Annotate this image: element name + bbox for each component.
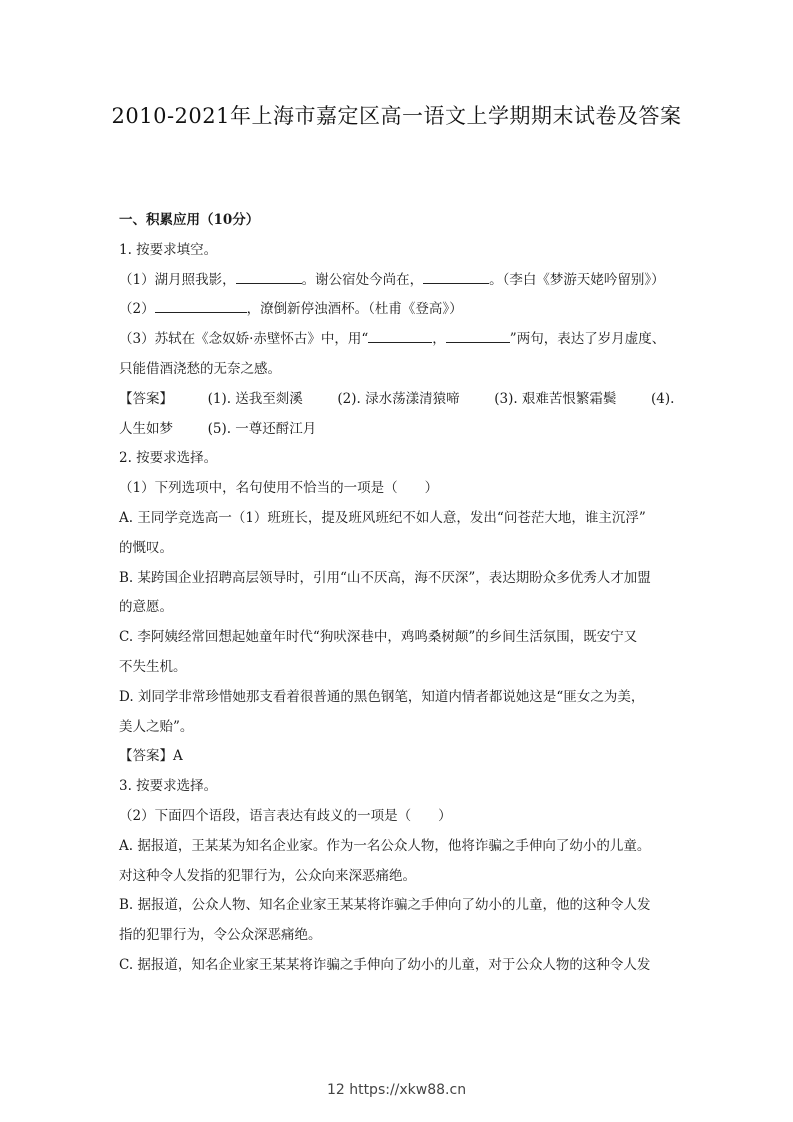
text-segment: 。谢公宿处今尚在， [301, 271, 424, 288]
answer-item: (5). 一尊还酹江月 [207, 420, 317, 437]
document-body [119, 206, 684, 981]
question-1-answer [119, 385, 684, 415]
option-b-continued: 的意愿。 [119, 599, 173, 616]
question-1-sub-3 [119, 325, 684, 355]
page-footer: 12 https://xkw88.cn [326, 1082, 467, 1098]
answer-item: (1). 送我至剡溪 [207, 390, 303, 407]
question-2-stem: 2. 按要求选择。 [119, 450, 218, 467]
option-d: D. 刘同学非常珍惜她那支看着很普通的黑色钢笔，知道内情者都说她这是“匪女之为美， [119, 688, 645, 705]
text-segment: ， [432, 331, 446, 348]
answer-item: (2). 渌水荡漾清猿啼 [337, 390, 460, 407]
fill-blank [236, 269, 302, 284]
option-b-continued: 指的犯罪行为，令公众深恶痛绝。 [119, 927, 322, 944]
question-1-sub-2 [119, 295, 684, 325]
answer-item: (3). 艰难苦恨繁霜鬓 [494, 390, 617, 407]
option-c-continued: 不失生机。 [119, 658, 187, 675]
fill-blank [446, 328, 510, 343]
option-c: C. 据报道，知名企业家王某某将诈骗之手伸向了幼小的儿童，对于公众人物的这种令人发 [119, 956, 651, 973]
option-b: B. 据报道，公众人物、知名企业家王某某将诈骗之手伸向了幼小的儿童，他的这种令人发 [119, 897, 651, 914]
option-b: B. 某跨国企业招聘高层领导时，引用“山不厌高，海不厌深”，表达期盼众多优秀人才加盟 [119, 569, 651, 586]
text-segment: ”两句，表达了岁月虚度、 [509, 331, 666, 348]
text-segment: （1）湖月照我影， [119, 271, 236, 288]
option-a-continued: 的慨叹。 [119, 539, 173, 556]
option-c: C. 李阿姨经常回想起她童年时代“狗吠深巷中，鸡鸣桑树颠”的乡间生活氛围，既安宁又 [119, 629, 638, 646]
section-heading: 一、积累应用（10分） [119, 212, 260, 228]
text-segment: （3）苏轼在《念奴娇·赤壁怀古》中，用“ [119, 331, 369, 348]
option-a-continued: 对这种令人发指的犯罪行为，公众向来深恶痛绝。 [119, 867, 416, 884]
answer-label: 【答案】 [119, 390, 173, 407]
text-segment: 。（李白《梦游天姥吟留别》） [489, 271, 665, 288]
page-title: 2010-2021年上海市嘉定区高一语文上学期期末试卷及答案 [111, 104, 682, 128]
answer-item: 人生如梦 [119, 420, 173, 437]
question-1-sub-3-continued: 只能借酒浇愁的无奈之感。 [119, 360, 281, 377]
question-1-stem: 1. 按要求填空。 [119, 241, 218, 258]
fill-blank [155, 298, 247, 313]
question-3-sub-2: （2）下面四个语段，语言表达有歧义的一项是（ ） [119, 807, 452, 824]
text-segment: ，潦倒新停浊酒杯。（杜甫《登高》） [246, 301, 463, 318]
question-1-sub-1 [119, 266, 684, 296]
question-2-sub-1: （1）下列选项中，名句使用不恰当的一项是（ ） [119, 480, 439, 497]
option-d-continued: 美人之贻”。 [119, 718, 194, 735]
option-a: A. 据报道，王某某为知名企业家。作为一名公众人物，他将诈骗之手伸向了幼小的儿童。 [119, 837, 651, 854]
option-a: A. 王同学竞选高一（1）班班长，提及班风班纪不如人意，发出“问苍茫大地，谁主沉浮” [119, 509, 646, 526]
question-2-answer: 【答案】A [119, 748, 183, 765]
text-segment: （2） [119, 301, 155, 318]
question-1-answer-continued [119, 415, 684, 445]
fill-blank [423, 269, 489, 284]
fill-blank [368, 328, 432, 343]
question-3-stem: 3. 按要求选择。 [119, 778, 218, 795]
answer-item: (4). [651, 390, 675, 407]
